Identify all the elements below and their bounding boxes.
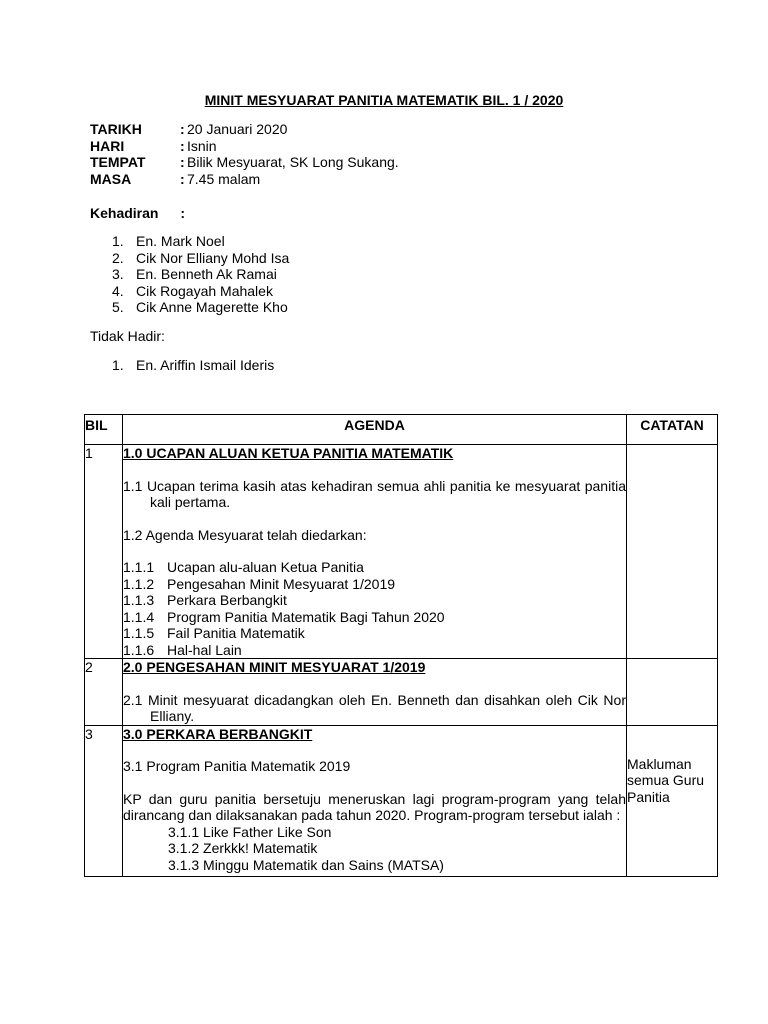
absent-list: [112, 357, 274, 374]
tidak-hadir-heading: Tidak Hadir:: [90, 328, 165, 344]
agenda-paragraph: 3.1 Program Panitia Matematik 2019: [123, 758, 351, 774]
row-number: 1: [85, 445, 123, 659]
list-item: 1. En. Mark Noel: [112, 233, 225, 249]
item-number: 1.1.5: [123, 625, 155, 641]
document-title: MINIT MESYUARAT PANITIA MATEMATIK BIL. 1 / 2020: [204, 92, 564, 108]
agenda-heading: 2.0 PENGESAHAN MINIT MESYUARAT 1/2019: [123, 659, 426, 675]
table-row: [85, 659, 718, 726]
attendee-name: En. Benneth Ak Ramai: [136, 266, 277, 282]
list-item: [123, 592, 626, 609]
list-item: 2. Cik Nor Elliany Mohd Isa: [112, 249, 290, 266]
list-item: 4. Cik Rogayah Mahalek: [112, 282, 273, 299]
list-item: 3.1.3 Minggu Matematik dan Sains (MATSA): [168, 856, 444, 873]
info-row-masa: [90, 171, 399, 188]
item-text: Hal-hal Lain: [167, 641, 242, 658]
info-value: 7.45 malam: [187, 170, 261, 187]
attendee-name: Cik Anne Magerette Kho: [136, 299, 288, 315]
agenda-cell: [123, 725, 627, 877]
info-colon: :: [180, 154, 185, 170]
agenda-paragraph: 1.1 Ucapan terima kasih atas kehadiran semua ahli panitia ke mesyuarat panitia kali pertama.: [123, 477, 626, 510]
item-number: 1.1.3: [123, 592, 155, 608]
agenda-sublist: [123, 559, 626, 658]
kehadiran-colon: :: [180, 205, 186, 221]
header-catatan: CATATAN: [627, 415, 718, 445]
info-value: Isnin: [187, 137, 217, 154]
item-text: Pengesahan Minit Mesyuarat 1/2019: [167, 575, 396, 592]
program-list: [123, 824, 626, 874]
info-label: TEMPAT: [90, 154, 146, 170]
item-text: Fail Panitia Matematik: [167, 625, 305, 641]
row-number: 3: [85, 725, 123, 877]
agenda-heading: 3.0 PERKARA BERBANGKIT: [123, 725, 313, 742]
info-label: TARIKH: [90, 121, 142, 137]
info-value: 20 Januari 2020: [187, 121, 288, 137]
attendee-name: Cik Nor Elliany Mohd Isa: [136, 249, 290, 266]
info-label: HARI: [90, 137, 125, 154]
item-number: 1.1.4: [123, 608, 155, 625]
list-item: 3. En. Benneth Ak Ramai: [112, 266, 277, 282]
item-number: 1.1.1: [123, 559, 155, 575]
agenda-heading: 1.0 UCAPAN ALUAN KETUA PANITIA MATEMATIK: [123, 445, 454, 461]
list-item: 1. En. Ariffin Ismail Ideris: [112, 357, 275, 373]
list-item: [123, 559, 626, 576]
agenda-paragraph: 2.1 Minit mesyuarat dicadangkan oleh En. Benneth dan disahkan oleh Cik Nor Elliany.: [123, 691, 626, 724]
info-colon: :: [180, 121, 185, 137]
table-row: [85, 725, 718, 877]
row-number: 2: [85, 659, 123, 726]
info-colon: :: [180, 137, 185, 154]
info-colon: :: [180, 170, 185, 187]
agenda-cell: [123, 659, 627, 726]
attendee-name: En. Mark Noel: [136, 233, 225, 249]
item-text: Ucapan alu-aluan Ketua Panitia: [167, 559, 364, 575]
item-text: Program Panitia Matematik Bagi Tahun 2020: [167, 608, 445, 625]
attendance-list: [112, 233, 289, 316]
catatan-cell: [627, 725, 718, 877]
list-item: 3.1.2 Zerkkk! Matematik: [168, 840, 318, 856]
agenda-paragraph: KP dan guru panitia bersetuju meneruskan lagi program-program yang telah dirancang dan dilaksanakan pada tahun 2020. Program-program tersebut ialah :: [123, 790, 626, 823]
catatan-note: Makluman semua Guru Panitia: [627, 755, 705, 805]
list-item: 3.1.1 Like Father Like Son: [168, 823, 332, 840]
list-item: [123, 642, 626, 659]
absentee-name: En. Ariffin Ismail Ideris: [136, 357, 275, 373]
kehadiran-label: Kehadiran: [90, 205, 159, 221]
info-row-tarikh: [90, 121, 399, 138]
kehadiran-heading: [90, 205, 185, 222]
list-item: 5. Cik Anne Magerette Kho: [112, 299, 288, 315]
agenda-cell: [123, 445, 627, 659]
list-item: [123, 576, 626, 593]
info-value: Bilik Mesyuarat, SK Long Sukang.: [187, 154, 399, 170]
info-label: MASA: [90, 170, 132, 187]
item-text: Perkara Berbangkit: [167, 592, 287, 608]
agenda-paragraph: 1.2 Agenda Mesyuarat telah diedarkan:: [123, 526, 367, 543]
agenda-table: [84, 414, 718, 877]
info-row-hari: [90, 138, 399, 155]
item-number: 1.1.2: [123, 575, 155, 592]
header-bil: BIL: [85, 415, 123, 445]
attendee-name: Cik Rogayah Mahalek: [136, 282, 273, 299]
catatan-cell: [627, 659, 718, 726]
info-row-tempat: [90, 154, 399, 171]
header-agenda: AGENDA: [123, 415, 627, 445]
list-item: [123, 609, 626, 626]
list-item: [123, 625, 626, 642]
table-row: [85, 445, 718, 659]
catatan-cell: [627, 445, 718, 659]
table-header-row: [85, 415, 718, 445]
meeting-info: [90, 121, 399, 187]
item-number: 1.1.6: [123, 641, 155, 658]
